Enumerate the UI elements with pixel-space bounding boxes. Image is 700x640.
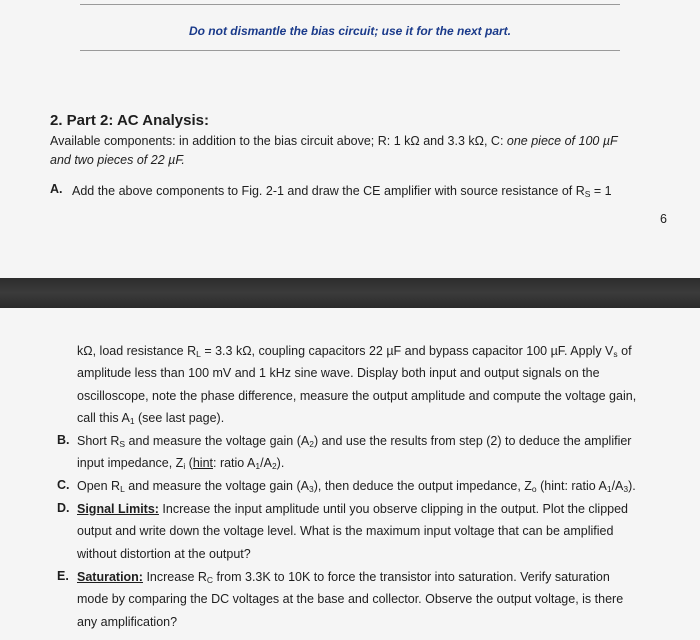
available-line-2: and two pieces of 22 µF. bbox=[50, 153, 185, 167]
step-e-text bbox=[77, 566, 667, 633]
cont-line-1: kΩ, load resistance $R_L = 3.3$ kΩ, coupling capacitors 22 µF and bypass capacitor 100 µF. Apply $V_s$ of bbox=[77, 344, 632, 359]
step-a-text: Add the above components to Fig. 2-1 and draw the CE amplifier with source resistance of $R_S = 1$ bbox=[72, 184, 612, 199]
step-a-continuation bbox=[77, 340, 667, 429]
step-e-label: E. bbox=[57, 569, 69, 583]
step-b-line-1: Short $R_S$ and measure the voltage gain $(A_2)$ and use the results from step (2) to deduce the amplifier bbox=[77, 434, 632, 449]
signal-limits-title: Signal Limits: bbox=[77, 502, 159, 516]
step-c-line-1: Open $R_L$ and measure the voltage gain $(A_3)$, then deduce the output impedance, $Z_o$ (hint: ratio $A_1/A_3$). bbox=[77, 479, 636, 494]
step-d-line-3: without distortion at the output? bbox=[77, 546, 251, 561]
section-heading: 2. Part 2: AC Analysis: bbox=[50, 112, 209, 129]
step-a-label: A. bbox=[50, 182, 63, 196]
top-divider bbox=[80, 4, 620, 5]
step-e-line-2: mode by comparing the DC voltages at the base and collector. Observe the output voltage, is there bbox=[77, 592, 624, 607]
available-line-1: Available components: in addition to the bias circuit above; R: 1 kΩ and 3.3 kΩ, C: one piece of 100 µF bbox=[50, 134, 618, 148]
cont-line-4: call this $A_1$ (see last page). bbox=[77, 410, 225, 426]
upper-page bbox=[0, 0, 700, 278]
step-e-line-3: any amplification? bbox=[77, 614, 178, 629]
step-e-line-1: Saturation: Increase $R_C$ from 3.3K to 10K to force the transistor into saturation. Verify saturation bbox=[77, 570, 610, 585]
step-d-line-1: Signal Limits: Increase the input amplitude until you observe clipping in the output. Plot the clipped bbox=[77, 502, 629, 516]
step-b-line-2: input impedance, $Z_i$ (hint: ratio $A_1/A_2$). bbox=[77, 456, 285, 472]
page-gap bbox=[0, 278, 700, 308]
step-d-text bbox=[77, 498, 667, 565]
available-components bbox=[50, 132, 670, 170]
bias-note: Do not dismantle the bias circuit; use it for the next part. bbox=[188, 24, 512, 38]
cont-line-2: amplitude less than 100 mV and 1 kHz sine wave. Display both input and output signals on the bbox=[77, 366, 600, 381]
step-b-text bbox=[77, 430, 667, 475]
step-d-label: D. bbox=[57, 501, 70, 515]
page-number: 6 bbox=[660, 212, 667, 226]
saturation-title: Saturation: bbox=[77, 570, 143, 584]
step-c-label: C. bbox=[57, 478, 70, 492]
note-divider bbox=[80, 50, 620, 51]
lower-page bbox=[0, 308, 700, 640]
cont-line-3: oscilloscope, note the phase difference, measure the output amplitude and compute the voltage gain, bbox=[77, 388, 637, 403]
step-d-line-2: output and write down the voltage level. What is the maximum input voltage that can be amplified bbox=[77, 524, 614, 539]
step-b-label: B. bbox=[57, 433, 70, 447]
step-c-text bbox=[77, 475, 667, 497]
